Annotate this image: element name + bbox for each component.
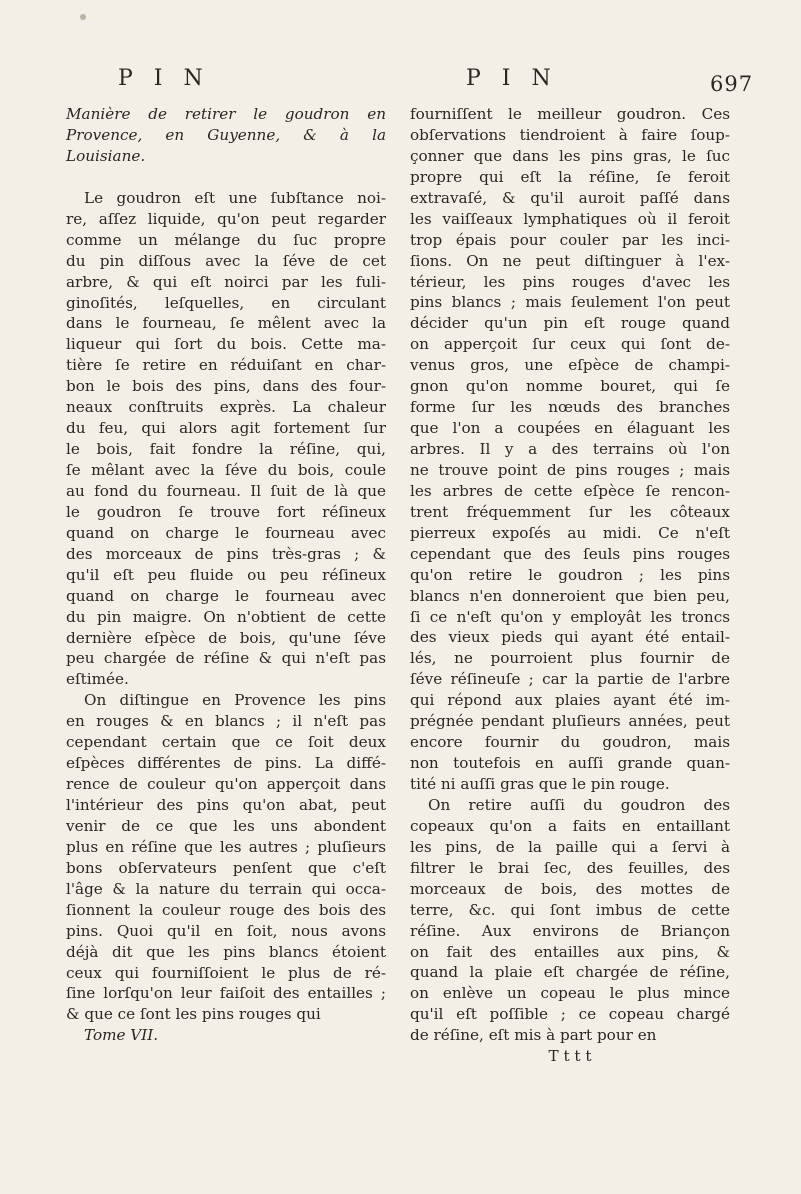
text-line: dans le fourneau, ſe mêlent avec la	[66, 314, 386, 333]
text-line: ceux qui fourniſſoient le plus de ré-	[66, 963, 386, 982]
text-line: venus gros, une eſpèce de champi-	[410, 356, 730, 375]
text-line: propre qui eſt la réſine, ſe feroit	[410, 167, 730, 186]
text-line: neaux conſtruits exprès. La chaleur	[66, 398, 386, 417]
text-line: liqueur qui ſort du bois. Cette ma-	[66, 335, 386, 354]
text-line: trent fréquemment ſur les côteaux	[410, 502, 730, 521]
text-line: peu chargée de réſine & qui n'eſt pas	[66, 649, 386, 668]
text-line: au fond du fourneau. Il ſuit de là que	[66, 481, 386, 500]
text-line: ſionnent la couleur rouge des bois des	[66, 900, 386, 919]
text-line: des vieux pieds qui ayant été entail-	[410, 628, 730, 647]
text-line: venir de ce que les uns abondent	[66, 816, 386, 835]
text-line: Le goudron eſt une ſubſtance noi-	[84, 188, 386, 207]
text-line: re, aſſez liquide, qu'on peut regarder	[66, 209, 386, 228]
text-line: ſions. On ne peut diſtinguer à l'ex-	[410, 251, 730, 270]
text-line: l'âge & la nature du terrain qui occa-	[66, 879, 386, 898]
text-line: l'intérieur des pins qu'on abat, peut	[66, 796, 386, 814]
text-line: çonner que dans les pins gras, le ſuc	[410, 146, 730, 165]
text-line: le goudron ſe trouve fort réſineux	[66, 502, 386, 521]
text-line: qu'il eſt poſſible ; ce copeau chargé	[410, 1005, 730, 1024]
text-line: les vaiſſeaux lymphatiques où il feroit	[410, 209, 730, 228]
text-line: lés, ne pourroient plus fournir de	[410, 649, 730, 668]
text-line: tité ni auſſi gras que le pin rouge.	[410, 775, 670, 793]
section-heading-line: Manière de retirer le goudron en	[66, 105, 386, 123]
text-line: eſtimée.	[66, 670, 129, 689]
text-line: bon le bois des pins, dans des four-	[66, 377, 386, 396]
text-line: forme ſur les nœuds des branches	[410, 398, 730, 417]
text-line: on fait des entailles aux pins, &	[410, 942, 730, 961]
text-line: ſi ce n'eſt qu'on y employât les troncs	[410, 607, 730, 626]
text-line: tière ſe retire en réduiſant en char-	[66, 356, 386, 375]
text-line: le bois, fait fondre la réſine, qui,	[66, 440, 386, 459]
text-line: du feu, qui alors agit fortement ſur	[66, 419, 386, 438]
text-line: non toutefois en auſſi grande quan-	[410, 754, 730, 773]
text-line: & que ce ſont les pins rouges qui	[66, 1005, 321, 1024]
text-line: gnon qu'on nomme bouret, qui ſe	[410, 377, 730, 396]
paper-stain	[80, 14, 86, 20]
text-line: des morceaux de pins très-gras ; &	[66, 544, 386, 563]
text-line: blancs n'en donneroient que bien peu,	[410, 586, 730, 605]
page-number: 697	[710, 72, 754, 96]
text-line: plus en réſine que les autres ; pluſieurs	[66, 837, 386, 856]
text-line: on enlève un copeau le plus mince	[410, 984, 730, 1003]
volume-footer: Tome VII.	[84, 1026, 159, 1045]
text-line: arbre, & qui eſt noirci par les fuli-	[66, 272, 386, 291]
text-line: cependant certain que ce ſoit deux	[66, 733, 386, 752]
text-line: réſine. Aux environs de Briançon	[410, 921, 730, 940]
text-line: terre, &c. qui ſont imbus de cette	[410, 900, 730, 919]
text-line: ne trouve point de pins rouges ; mais	[410, 460, 730, 479]
text-line: térieur, les pins rouges d'avec les	[410, 272, 730, 291]
text-line: obſervations tiendroient à faire ſoup-	[410, 125, 730, 144]
text-line: extravaſé, & qu'il auroit paſſé dans	[410, 188, 730, 207]
text-line: ſine lorſqu'on leur faiſoit des entailles ;	[66, 984, 386, 1003]
text-line: les arbres de cette eſpèce ſe rencon-	[410, 481, 730, 500]
text-line: quand on charge le fourneau avec	[66, 523, 386, 542]
text-line: ginoſités, leſquelles, en circulant	[66, 293, 386, 312]
text-line: cependant que des ſeuls pins rouges	[410, 544, 730, 563]
text-line: morceaux de bois, des mottes de	[410, 879, 730, 898]
right-body-text	[410, 104, 730, 1046]
text-line: pins blancs ; mais ſeulement l'on peut	[410, 293, 730, 312]
text-line: ſéve réſineuſe ; car la partie de l'arbre	[410, 670, 730, 689]
text-line: on apperçoit ſur ceux qui ſont de-	[410, 335, 730, 354]
text-line: déjà dit que les pins blancs étoient	[66, 942, 386, 961]
text-line: qu'on retire le goudron ; les pins	[410, 565, 730, 584]
text-line: encore fournir du goudron, mais	[410, 733, 730, 752]
text-line: eſpèces différentes de pins. La diffé-	[66, 754, 386, 773]
left-column	[66, 104, 386, 1046]
text-line: qu'il eſt peu fluide ou peu réſineux	[66, 565, 386, 584]
text-line: bons obſervateurs penſent que c'eſt	[66, 858, 386, 877]
text-line: filtrer le brai ſec, des feuilles, des	[410, 858, 730, 877]
text-line: arbres. Il y a des terrains où l'on	[410, 440, 730, 458]
running-head-right: P I N	[466, 66, 558, 91]
left-body-text	[66, 188, 386, 1026]
text-line: pierreux expoſés au midi. Ce n'eſt	[410, 523, 730, 542]
text-line: copeaux qu'on a faits en entaillant	[410, 816, 730, 835]
text-line: pins. Quoi qu'il en ſoit, nous avons	[66, 921, 386, 940]
text-line: quand on charge le fourneau avec	[66, 586, 386, 605]
text-line: fourniſſent le meilleur goudron. Ces	[410, 105, 730, 123]
text-line: trop épais pour couler par les inci-	[410, 230, 730, 249]
text-line: comme un mélange du ſuc propre	[66, 230, 386, 249]
running-head-left: P I N	[118, 66, 210, 91]
text-line: rence de couleur qu'on apperçoit dans	[66, 775, 386, 794]
text-line: de réſine, eſt mis à part pour en	[410, 1026, 657, 1045]
text-line: qui répond aux plaies ayant été im-	[410, 691, 730, 710]
text-line: en rouges & en blancs ; il n'eſt pas	[66, 712, 386, 731]
section-heading-line: Provence, en Guyenne, & à la	[66, 125, 386, 144]
section-heading-line: Louisiane.	[66, 146, 146, 165]
text-line: On retire auſſi du goudron des	[428, 795, 730, 814]
right-column	[410, 104, 730, 1067]
text-line: quand la plaie eſt chargée de réſine,	[410, 963, 730, 982]
text-line: les pins, de la paille qui a ſervi à	[410, 837, 730, 856]
text-line: du pin maigre. On n'obtient de cette	[66, 607, 386, 626]
text-line: décider qu'un pin eſt rouge quand	[410, 314, 730, 333]
text-line: que l'on a coupées en élaguant les	[410, 419, 730, 438]
text-line: On diſtingue en Provence les pins	[84, 691, 386, 710]
paragraph-gap	[66, 167, 386, 188]
signature-mark: T t t t	[548, 1047, 592, 1066]
text-line: prégnée pendant pluſieurs années, peut	[410, 712, 730, 731]
text-line: dernière eſpèce de bois, qu'une ſéve	[66, 628, 386, 647]
text-line: ſe mêlant avec la ſéve du bois, coule	[66, 461, 386, 479]
text-line: du pin diſſous avec la ſéve de cet	[66, 251, 386, 270]
